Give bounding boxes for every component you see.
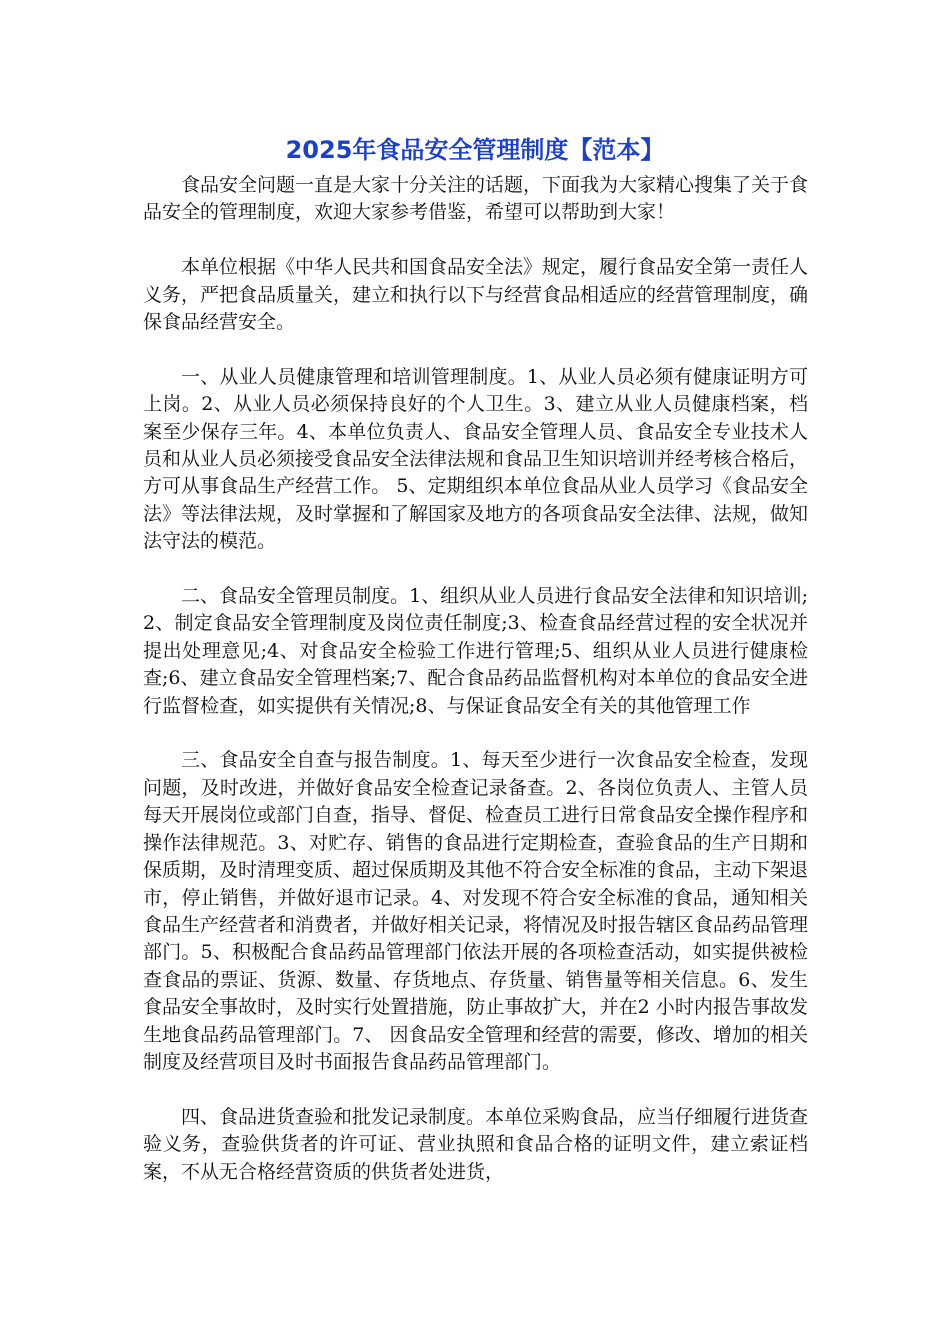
document-title: 2025年食品安全管理制度【范本】 xyxy=(285,136,665,164)
document-body xyxy=(143,172,808,1213)
paragraph-section-1: 一、从业人员健康管理和培训管理制度。1、从业人员必须有健康证明方可上岗。2、从业人员必须保持良好的个人卫生。3、建立从业人员健康档案，档案至少保存三年。4、本单位负责人、食品安全管理人员、食品安全专业技术人员和从业人员必须接受食品安全法律法规和食品卫生知识培训并经考核合格后，方可从事食品生产经营工作。 5、定期组织本单位食品从业人员学习《食品安全法》等法律法规，及时掌握和了解国家及地方的各项食品安全法律、法规，做知法守法的模范。 xyxy=(143,365,809,553)
paragraph-section-2: 二、食品安全管理员制度。1、组织从业人员进行食品安全法律和知识培训;2、制定食品安全管理制度及岗位责任制度;3、检查食品经营过程的安全状况并提出处理意见;4、对食品安全检验工作进行管理;5、组织从业人员进行健康检查;6、建立食品安全管理档案;7、配合食品药品监督机构对本单位的食品安全进行监督检查，如实提供有关情况;8、与保证食品安全有关的其他管理工作 xyxy=(143,585,808,717)
paragraph-section-4: 四、食品进货查验和批发记录制度。本单位采购食品，应当仔细履行进货查验义务，查验供货者的许可证、营业执照和食品合格的证明文件，建立索证档案，不从无合格经营资质的供货者处进货， xyxy=(143,1105,809,1183)
paragraph-preamble: 本单位根据《中华人民共和国食品安全法》规定，履行食品安全第一责任人义务，严把食品质量关，建立和执行以下与经营食品相适应的经营管理制度，确保食品经营安全。 xyxy=(143,256,809,334)
paragraph-intro: 食品安全问题一直是大家十分关注的话题，下面我为大家精心搜集了关于食品安全的管理制度，欢迎大家参考借鉴，希望可以帮助到大家！ xyxy=(143,174,809,224)
paragraph-section-3: 三、食品安全自查与报告制度。1、每天至少进行一次食品安全检查，发现问题，及时改进，并做好食品安全检查记录备查。2、各岗位负责人、主管人员每天开展岗位或部门自查，指导、督促、检查员工进行日常食品安全操作程序和操作法律规范。3、对贮存、销售的食品进行定期检查，查验食品的生产日期和保质期，及时清理变质、超过保质期及其他不符合安全标准的食品，主动下架退市，停止销售，并做好退市记录。4、对发现不符合安全标准的食品，通知相关食品生产经营者和消费者，并做好相关记录，将情况及时报告辖区食品药品管理部门。5、积极配合食品药品管理部门依法开展的各项检查活动，如实提供被检查食品的票证、货源、数量、存货地点、存货量、销售量等相关信息。6、发生食品安全事故时，及时实行处置措施，防止事故扩大，并在2 小时内报告事故发生地食品药品管理部门。7、 因食品安全管理和经营的需要，修改、增加的相关制度及经营项目及时书面报告食品药品管理部门。 xyxy=(143,749,809,1073)
